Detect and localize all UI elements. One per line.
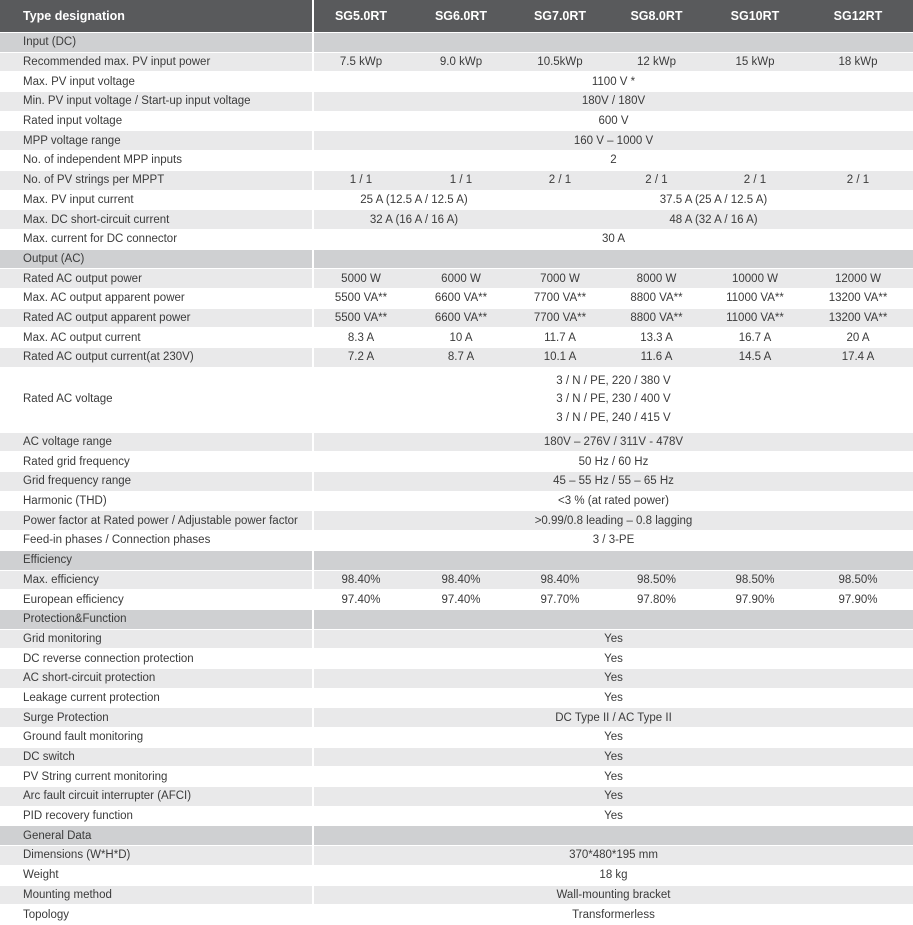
- spec-row: [0, 492, 913, 512]
- spec-row: [0, 230, 913, 250]
- spec-value: Transformerless: [314, 905, 913, 925]
- spec-label: AC short-circuit protection: [0, 669, 314, 689]
- spec-value: 2 / 1: [707, 171, 803, 191]
- section-row: [0, 826, 913, 846]
- model-heading: SG8.0RT: [606, 0, 707, 33]
- spec-row: [0, 807, 913, 827]
- spec-value: <3 % (at rated power): [314, 492, 913, 512]
- spec-row: [0, 452, 913, 472]
- spec-value: 50 Hz / 60 Hz: [314, 452, 913, 472]
- section-row: [0, 33, 913, 53]
- section-fill: [314, 250, 913, 270]
- spec-row: [0, 767, 913, 787]
- spec-value: 2: [314, 151, 913, 171]
- spec-label: Min. PV input voltage / Start-up input voltage: [0, 92, 314, 112]
- spec-value: 18 kWp: [803, 53, 913, 73]
- spec-row: [0, 905, 913, 925]
- spec-label: Rated AC output power: [0, 269, 314, 289]
- spec-value: 2 / 1: [606, 171, 707, 191]
- spec-value: 1100 V *: [314, 72, 913, 92]
- spec-label: Max. efficiency: [0, 571, 314, 591]
- spec-value: 3 / 3-PE: [314, 531, 913, 551]
- section-fill: [314, 33, 913, 53]
- spec-value-line: 3 / N / PE, 230 / 400 V: [556, 393, 671, 406]
- spec-value: 5000 W: [314, 269, 408, 289]
- spec-value: Yes: [314, 728, 913, 748]
- spec-label: Dimensions (W*H*D): [0, 846, 314, 866]
- spec-value: 6600 VA**: [408, 309, 514, 329]
- spec-value: 180V – 276V / 311V - 478V: [314, 433, 913, 453]
- spec-value: 32 A (16 A / 16 A): [314, 210, 514, 230]
- model-heading: SG5.0RT: [314, 0, 408, 33]
- spec-row: [0, 708, 913, 728]
- spec-value: >0.99/0.8 leading – 0.8 lagging: [314, 511, 913, 531]
- section-heading: General Data: [0, 826, 314, 846]
- spec-value: 16.7 A: [707, 328, 803, 348]
- spec-value: 18 kg: [314, 866, 913, 886]
- spec-label: Max. current for DC connector: [0, 230, 314, 250]
- spec-value: 20 A: [803, 328, 913, 348]
- spec-label: PID recovery function: [0, 807, 314, 827]
- spec-value: 2 / 1: [514, 171, 606, 191]
- spec-value: Yes: [314, 748, 913, 768]
- spec-row: [0, 472, 913, 492]
- spec-label: No. of independent MPP inputs: [0, 151, 314, 171]
- spec-value: Yes: [314, 767, 913, 787]
- section-row: [0, 610, 913, 630]
- spec-row: [0, 72, 913, 92]
- section-heading: Output (AC): [0, 250, 314, 270]
- spec-label: Harmonic (THD): [0, 492, 314, 512]
- spec-value: 1 / 1: [408, 171, 514, 191]
- spec-value: 97.70%: [514, 590, 606, 610]
- spec-value: 5500 VA**: [314, 289, 408, 309]
- spec-table-body: [0, 33, 913, 925]
- type-designation-heading: Type designation: [0, 0, 314, 33]
- spec-value: 10.5kWp: [514, 53, 606, 73]
- spec-row: [0, 649, 913, 669]
- spec-value: 180V / 180V: [314, 92, 913, 112]
- spec-value: Yes: [314, 689, 913, 709]
- spec-value: 45 – 55 Hz / 55 – 65 Hz: [314, 472, 913, 492]
- spec-label: Max. AC output current: [0, 328, 314, 348]
- section-row: [0, 250, 913, 270]
- spec-value: 7000 W: [514, 269, 606, 289]
- spec-value: Yes: [314, 669, 913, 689]
- spec-row: [0, 846, 913, 866]
- spec-value: 30 A: [314, 230, 913, 250]
- spec-label: Rated AC output apparent power: [0, 309, 314, 329]
- section-fill: [314, 610, 913, 630]
- spec-value: 98.40%: [314, 571, 408, 591]
- spec-value: Wall-mounting bracket: [314, 886, 913, 906]
- spec-value: 10.1 A: [514, 348, 606, 368]
- header-row: [0, 0, 913, 33]
- spec-value: 37.5 A (25 A / 12.5 A): [514, 191, 913, 211]
- spec-row: [0, 151, 913, 171]
- spec-label: Grid monitoring: [0, 630, 314, 650]
- spec-label: European efficiency: [0, 590, 314, 610]
- spec-value: 13.3 A: [606, 328, 707, 348]
- spec-row: [0, 748, 913, 768]
- spec-label: Feed-in phases / Connection phases: [0, 531, 314, 551]
- spec-row: [0, 328, 913, 348]
- spec-value: 7.2 A: [314, 348, 408, 368]
- spec-row: [0, 269, 913, 289]
- section-heading: Efficiency: [0, 551, 314, 571]
- spec-value: 8.3 A: [314, 328, 408, 348]
- spec-value: Yes: [314, 787, 913, 807]
- spec-value: 10000 W: [707, 269, 803, 289]
- spec-value: 14.5 A: [707, 348, 803, 368]
- spec-value: 8800 VA**: [606, 289, 707, 309]
- spec-label: Leakage current protection: [0, 689, 314, 709]
- spec-value: 8.7 A: [408, 348, 514, 368]
- spec-value: 10 A: [408, 328, 514, 348]
- spec-label: Power factor at Rated power / Adjustable power factor: [0, 511, 314, 531]
- spec-value: 98.50%: [606, 571, 707, 591]
- spec-value: 11.6 A: [606, 348, 707, 368]
- spec-label: Weight: [0, 866, 314, 886]
- spec-label: Grid frequency range: [0, 472, 314, 492]
- spec-label: Max. DC short-circuit current: [0, 210, 314, 230]
- spec-value-line: 3 / N / PE, 240 / 415 V: [556, 412, 671, 425]
- spec-label: Max. PV input voltage: [0, 72, 314, 92]
- spec-row: [0, 866, 913, 886]
- spec-value-line: 3 / N / PE, 220 / 380 V: [556, 374, 671, 387]
- spec-value: 12000 W: [803, 269, 913, 289]
- spec-row: [0, 531, 913, 551]
- spec-value: Yes: [314, 649, 913, 669]
- spec-label: Max. AC output apparent power: [0, 289, 314, 309]
- model-heading: SG12RT: [803, 0, 913, 33]
- spec-value: 8000 W: [606, 269, 707, 289]
- spec-row: [0, 571, 913, 591]
- spec-row: [0, 92, 913, 112]
- section-heading: Input (DC): [0, 33, 314, 53]
- spec-value: 13200 VA**: [803, 289, 913, 309]
- spec-label: PV String current monitoring: [0, 767, 314, 787]
- model-heading: SG7.0RT: [514, 0, 606, 33]
- spec-value: 7700 VA**: [514, 289, 606, 309]
- spec-value: 17.4 A: [803, 348, 913, 368]
- spec-value: 12 kWp: [606, 53, 707, 73]
- section-fill: [314, 826, 913, 846]
- spec-row: [0, 511, 913, 531]
- spec-row: [0, 433, 913, 453]
- spec-value: 8800 VA**: [606, 309, 707, 329]
- spec-label: Rated AC voltage: [0, 368, 314, 433]
- spec-row: [0, 112, 913, 132]
- spec-label: DC reverse connection protection: [0, 649, 314, 669]
- spec-value: 97.90%: [803, 590, 913, 610]
- spec-row: [0, 590, 913, 610]
- spec-label: Rated input voltage: [0, 112, 314, 132]
- spec-label: Topology: [0, 905, 314, 925]
- spec-value: 370*480*195 mm: [314, 846, 913, 866]
- section-fill: [314, 551, 913, 571]
- spec-value: 13200 VA**: [803, 309, 913, 329]
- spec-label: Rated AC output current(at 230V): [0, 348, 314, 368]
- spec-row: [0, 728, 913, 748]
- spec-label: Max. PV input current: [0, 191, 314, 211]
- spec-label: No. of PV strings per MPPT: [0, 171, 314, 191]
- spec-label: DC switch: [0, 748, 314, 768]
- spec-row: [0, 886, 913, 906]
- section-row: [0, 551, 913, 571]
- spec-value: 97.90%: [707, 590, 803, 610]
- spec-label: Mounting method: [0, 886, 314, 906]
- spec-row: [0, 348, 913, 368]
- spec-row: [0, 210, 913, 230]
- model-heading: SG6.0RT: [408, 0, 514, 33]
- spec-row: [0, 669, 913, 689]
- spec-value: 7.5 kWp: [314, 53, 408, 73]
- spec-label: MPP voltage range: [0, 131, 314, 151]
- spec-label: AC voltage range: [0, 433, 314, 453]
- spec-label: Ground fault monitoring: [0, 728, 314, 748]
- spec-value: 97.80%: [606, 590, 707, 610]
- spec-value: 600 V: [314, 112, 913, 132]
- spec-row: [0, 53, 913, 73]
- spec-value: 98.50%: [803, 571, 913, 591]
- spec-row: [0, 289, 913, 309]
- spec-value: 15 kWp: [707, 53, 803, 73]
- spec-value: 11000 VA**: [707, 309, 803, 329]
- spec-value: 6000 W: [408, 269, 514, 289]
- spec-row: [0, 191, 913, 211]
- spec-value: 48 A (32 A / 16 A): [514, 210, 913, 230]
- spec-label: Recommended max. PV input power: [0, 53, 314, 73]
- spec-value: 1 / 1: [314, 171, 408, 191]
- spec-value: [314, 368, 913, 433]
- spec-value: 2 / 1: [803, 171, 913, 191]
- spec-value: 98.40%: [514, 571, 606, 591]
- spec-row: [0, 689, 913, 709]
- spec-label: Arc fault circuit interrupter (AFCI): [0, 787, 314, 807]
- spec-value: Yes: [314, 807, 913, 827]
- spec-value: 5500 VA**: [314, 309, 408, 329]
- spec-value: 11.7 A: [514, 328, 606, 348]
- spec-row: [0, 630, 913, 650]
- spec-label: Rated grid frequency: [0, 452, 314, 472]
- spec-row: [0, 171, 913, 191]
- spec-value: Yes: [314, 630, 913, 650]
- spec-label: Surge Protection: [0, 708, 314, 728]
- spec-value: 7700 VA**: [514, 309, 606, 329]
- model-heading: SG10RT: [707, 0, 803, 33]
- spec-value: 97.40%: [408, 590, 514, 610]
- spec-row: [0, 309, 913, 329]
- spec-value: 25 A (12.5 A / 12.5 A): [314, 191, 514, 211]
- section-heading: Protection&Function: [0, 610, 314, 630]
- spec-value: 9.0 kWp: [408, 53, 514, 73]
- spec-value: 97.40%: [314, 590, 408, 610]
- spec-value: 98.50%: [707, 571, 803, 591]
- spec-value: 6600 VA**: [408, 289, 514, 309]
- spec-row: [0, 787, 913, 807]
- spec-value: 11000 VA**: [707, 289, 803, 309]
- spec-value: 160 V – 1000 V: [314, 131, 913, 151]
- spec-value: DC Type II / AC Type II: [314, 708, 913, 728]
- spec-value: 98.40%: [408, 571, 514, 591]
- spec-row: [0, 131, 913, 151]
- spec-row: [0, 368, 913, 433]
